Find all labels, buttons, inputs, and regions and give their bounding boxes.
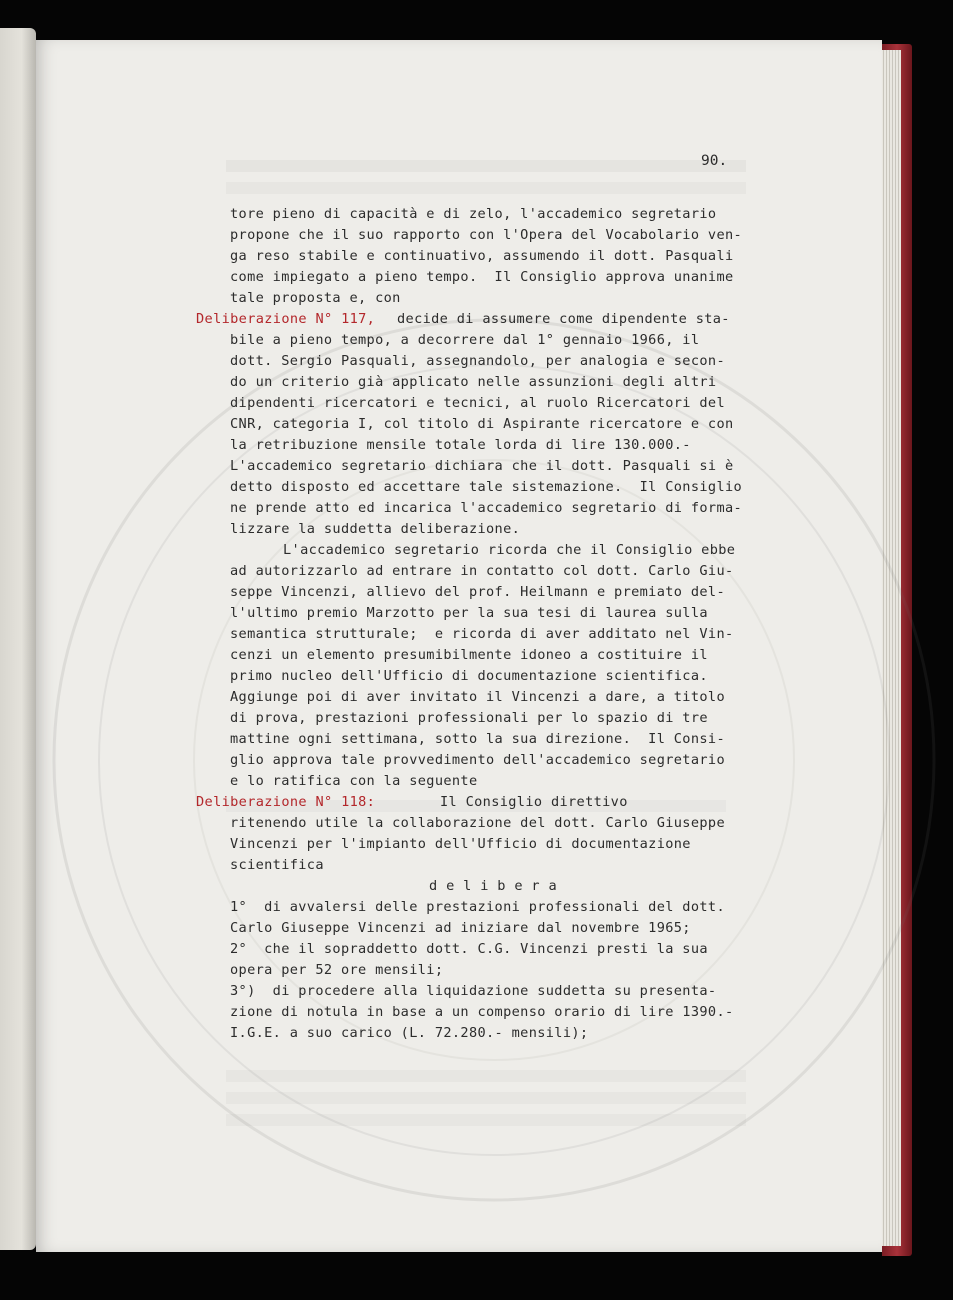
text-line: opera per 52 ore mensili; (230, 962, 444, 978)
text-line: semantica strutturale; e ricorda di aver additato nel Vin- (230, 626, 734, 642)
text-line: e lo ratifica con la seguente (230, 773, 478, 789)
text-line: lizzare la suddetta deliberazione. (230, 521, 521, 537)
deliberation-label-117: Deliberazione N° 117, (196, 311, 376, 327)
text-line: 3°) di procedere alla liquidazione suddetta su presenta- (230, 983, 717, 999)
text-line: seppe Vincenzi, allievo del prof. Heilmann e premiato del- (230, 584, 725, 600)
delibera-heading: d e l i b e r a (429, 878, 558, 894)
text-line: decide di assumere come dipendente sta- (397, 311, 730, 327)
text-line: cenzi un elemento presumibilmente idoneo a costituire il (230, 647, 708, 663)
text-line: 2° che il sopraddetto dott. C.G. Vincenzi presti la sua (230, 941, 708, 957)
text-line: primo nucleo dell'Ufficio di documentazione scientifica. (230, 668, 708, 684)
text-line: l'ultimo premio Marzotto per la sua tesi di laurea sulla (230, 605, 708, 621)
text-line: CNR, categoria I, col titolo di Aspirante ricercatore e con (230, 416, 734, 432)
text-line: L'accademico segretario dichiara che il dott. Pasquali si è (230, 458, 734, 474)
text-line: propone che il suo rapporto con l'Opera del Vocabolario ven- (230, 227, 743, 243)
text-line: ad autorizzarlo ad entrare in contatto col dott. Carlo Giu- (230, 563, 734, 579)
text-line: Carlo Giuseppe Vincenzi ad iniziare dal novembre 1965; (230, 920, 691, 936)
text-line: glio approva tale provvedimento dell'accademico segretario (230, 752, 725, 768)
text-line: detto disposto ed accettare tale sistemazione. Il Consiglio (230, 479, 743, 495)
text-line: come impiegato a pieno tempo. Il Consiglio approva unanime (230, 269, 734, 285)
text-line: ne prende atto ed incarica l'accademico segretario di forma- (230, 500, 743, 516)
text-line: I.G.E. a suo carico (L. 72.280.- mensili); (230, 1025, 589, 1041)
text-line: 1° di avvalersi delle prestazioni professionali del dott. (230, 899, 725, 915)
text-line: tale proposta e, con (230, 290, 401, 306)
text-line: L'accademico segretario ricorda che il Consiglio ebbe (283, 542, 736, 558)
facing-page-edge (0, 28, 36, 1250)
text-line: dott. Sergio Pasquali, assegnandolo, per analogia e secon- (230, 353, 725, 369)
text-line: di prova, prestazioni professionali per lo spazio di tre (230, 710, 708, 726)
text-line: mattine ogni settimana, sotto la sua direzione. Il Consi- (230, 731, 725, 747)
text-line: bile a pieno tempo, a decorrere dal 1° gennaio 1966, il (230, 332, 700, 348)
text-line: Aggiunge poi di aver invitato il Vincenzi a dare, a titolo (230, 689, 725, 705)
text-line: Vincenzi per l'impianto dell'Ufficio di documentazione (230, 836, 691, 852)
page-number: 90. (701, 153, 728, 169)
text-line: zione di notula in base a un compenso orario di lire 1390.- (230, 1004, 734, 1020)
text-line: tore pieno di capacità e di zelo, l'accademico segretario (230, 206, 717, 222)
document-page (36, 40, 882, 1252)
text-line: do un criterio già applicato nelle assunzioni degli altri (230, 374, 717, 390)
deliberation-label-118: Deliberazione N° 118: (196, 794, 376, 810)
text-line: scientifica (230, 857, 324, 873)
text-line: Il Consiglio direttivo (440, 794, 628, 810)
text-line: ritenendo utile la collaborazione del dott. Carlo Giuseppe (230, 815, 725, 831)
text-line: dipendenti ricercatori e tecnici, al ruolo Ricercatori del (230, 395, 725, 411)
text-line: la retribuzione mensile totale lorda di lire 130.000.- (230, 437, 691, 453)
text-line: ga reso stabile e continuativo, assumendo il dott. Pasquali (230, 248, 734, 264)
